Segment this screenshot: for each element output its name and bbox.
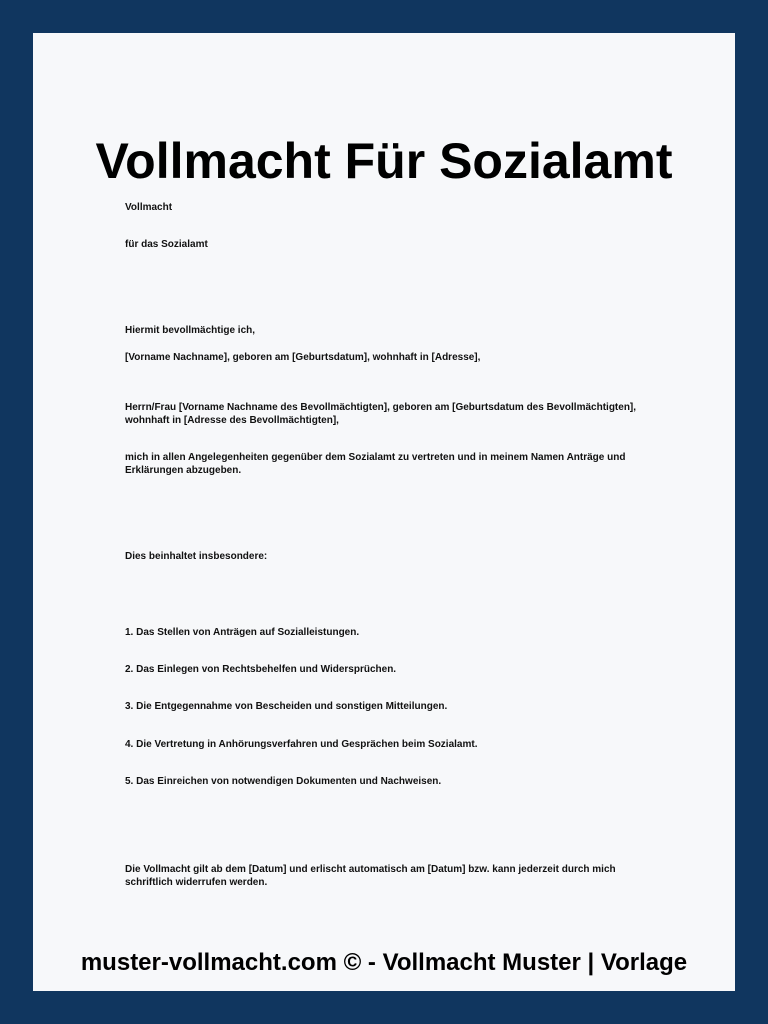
list-item: 5. Das Einreichen von notwendigen Dokumenten und Nachweisen. <box>125 776 442 787</box>
intro-paragraph: Hiermit bevollmächtige ich, <box>125 325 256 336</box>
list-item: 2. Das Einlegen von Rechtsbehelfen und Widersprüchen. <box>125 664 397 675</box>
list-item: 1. Das Stellen von Anträgen auf Sozialleistungen. <box>125 627 360 638</box>
document-heading: Vollmacht <box>125 202 173 213</box>
document-subheading: für das Sozialamt <box>125 239 208 250</box>
document-page <box>33 33 735 991</box>
footer-credit: muster-vollmacht.com © - Vollmacht Muster | Vorlage <box>80 949 688 976</box>
validity-paragraph: Die Vollmacht gilt ab dem [Datum] und erlischt automatisch am [Datum] bzw. kann jederzeit durch mich schriftlich widerrufen werden. <box>125 864 616 888</box>
includes-label: Dies beinhaltet insbesondere: <box>125 551 268 562</box>
list-item: 4. Die Vertretung in Anhörungsverfahren und Gesprächen beim Sozialamt. <box>125 739 478 750</box>
scope-paragraph: mich in allen Angelegenheiten gegenüber dem Sozialamt zu vertreten und in meinem Namen Anträge und Erklärungen abzugeben. <box>125 452 626 476</box>
document-title: Vollmacht Für Sozialamt <box>95 133 673 189</box>
list-item: 3. Die Entgegennahme von Bescheiden und sonstigen Mitteilungen. <box>125 701 448 712</box>
grantor-paragraph: [Vorname Nachname], geboren am [Geburtsdatum], wohnhaft in [Adresse], <box>125 352 481 363</box>
agent-paragraph: Herrn/Frau [Vorname Nachname des Bevollmächtigten], geboren am [Geburtsdatum des Bevollmächtigten], wohnhaft in [Adresse des Bevollmächtigten], <box>125 402 637 426</box>
